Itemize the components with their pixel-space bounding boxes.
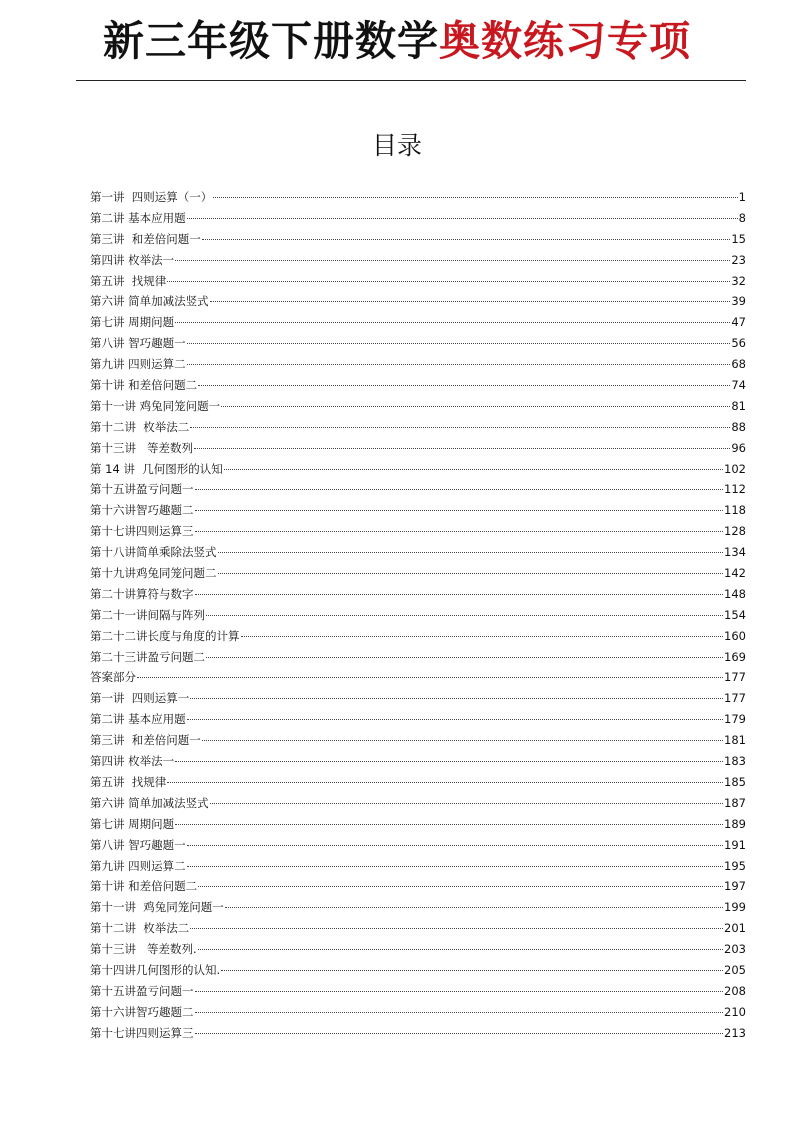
toc-entry[interactable] bbox=[90, 772, 746, 793]
toc-entry[interactable] bbox=[90, 250, 746, 271]
toc-entry-page: 96 bbox=[731, 440, 746, 455]
toc-entry-page: 39 bbox=[731, 294, 746, 309]
toc-entry[interactable] bbox=[90, 479, 746, 500]
toc-entry[interactable] bbox=[90, 939, 746, 960]
toc-entry-page: 8 bbox=[738, 210, 746, 225]
toc-dot-leader bbox=[194, 448, 730, 449]
toc-entry-label: 第六讲 简单加减法竖式 bbox=[90, 795, 209, 810]
toc-entry-page: 169 bbox=[724, 649, 746, 664]
toc-entry-label: 第十六讲智巧趣题二 bbox=[90, 503, 194, 518]
toc-entry-label: 答案部分 bbox=[90, 670, 136, 685]
toc-dot-leader bbox=[206, 615, 723, 616]
toc-entry[interactable] bbox=[90, 626, 746, 647]
toc-entry-page: 68 bbox=[731, 357, 746, 372]
toc-entry-page: 15 bbox=[731, 231, 746, 246]
toc-entry-label: 第十二讲 枚举法二 bbox=[90, 921, 190, 936]
toc-dot-leader bbox=[187, 719, 723, 720]
toc-entry[interactable] bbox=[90, 667, 746, 688]
toc-entry-page: 191 bbox=[724, 837, 746, 852]
toc-dot-leader bbox=[167, 782, 723, 783]
toc-entry-page: 88 bbox=[731, 419, 746, 434]
toc-entry-label: 第二讲 基本应用题 bbox=[90, 210, 186, 225]
toc-entry-label: 第十五讲盈亏问题一 bbox=[90, 482, 194, 497]
toc-entry[interactable] bbox=[90, 960, 746, 981]
toc-entry[interactable] bbox=[90, 751, 746, 772]
toc-entry-page: 102 bbox=[724, 461, 746, 476]
toc-entry-label: 第二十三讲盈亏问题二 bbox=[90, 649, 205, 664]
toc-entry-page: 181 bbox=[724, 733, 746, 748]
toc-entry-page: 47 bbox=[731, 315, 746, 330]
toc-entry-label: 第三讲 和差倍问题一 bbox=[90, 733, 201, 748]
toc-entry[interactable] bbox=[90, 688, 746, 709]
toc-dot-leader bbox=[175, 260, 730, 261]
toc-entry-page: 148 bbox=[724, 586, 746, 601]
toc-entry[interactable] bbox=[90, 459, 746, 480]
toc-entry-label: 第十三讲 等差数列. bbox=[90, 942, 197, 957]
toc-dot-leader bbox=[202, 239, 731, 240]
toc-dot-leader bbox=[221, 970, 723, 971]
toc-entry-label: 第十七讲四则运算三 bbox=[90, 524, 194, 539]
toc-entry[interactable] bbox=[90, 605, 746, 626]
toc-dot-leader bbox=[190, 928, 723, 929]
header-title-red: 奥数练习专项 bbox=[439, 17, 691, 65]
toc-entry-label: 第七讲 周期问题 bbox=[90, 315, 175, 330]
toc-dot-leader bbox=[187, 343, 731, 344]
toc-entry-label: 第六讲 简单加减法竖式 bbox=[90, 294, 209, 309]
toc-entry-label: 第二讲 基本应用题 bbox=[90, 712, 186, 727]
toc-entry-label: 第八讲 智巧趣题一 bbox=[90, 336, 186, 351]
toc-dot-leader bbox=[195, 1012, 724, 1013]
toc-entry-label: 第四讲 枚举法一 bbox=[90, 252, 175, 267]
toc-entry-page: 183 bbox=[724, 754, 746, 769]
toc-entry[interactable] bbox=[90, 354, 746, 375]
toc-entry-label: 第十四讲几何图形的认知. bbox=[90, 962, 221, 977]
toc-entry-page: 112 bbox=[724, 482, 746, 497]
toc-entry-page: 134 bbox=[724, 545, 746, 560]
toc-entry-label: 第四讲 枚举法一 bbox=[90, 754, 175, 769]
toc-dot-leader bbox=[195, 991, 724, 992]
toc-entry[interactable] bbox=[90, 438, 746, 459]
toc-dot-leader bbox=[224, 469, 723, 470]
toc-entry-label: 第八讲 智巧趣题一 bbox=[90, 837, 186, 852]
toc-entry[interactable] bbox=[90, 856, 746, 877]
toc-entry-page: 210 bbox=[724, 1004, 746, 1019]
toc-entry-page: 142 bbox=[724, 566, 746, 581]
toc-dot-leader bbox=[187, 866, 723, 867]
toc-entry-page: 179 bbox=[724, 712, 746, 727]
toc-entry-label: 第十五讲盈亏问题一 bbox=[90, 983, 194, 998]
toc-entry-page: 1 bbox=[738, 190, 746, 204]
toc-entry-label: 第一讲 四则运算（一） bbox=[90, 190, 213, 204]
toc-entry[interactable] bbox=[90, 981, 746, 1002]
toc-dot-leader bbox=[218, 552, 724, 553]
toc-entry[interactable] bbox=[90, 500, 746, 521]
toc-entry-label: 第十一讲 鸡兔同笼问题一 bbox=[90, 398, 221, 413]
toc-entry-label: 第十二讲 枚举法二 bbox=[90, 419, 190, 434]
toc-entry-page: 81 bbox=[731, 398, 746, 413]
toc-entry[interactable] bbox=[90, 897, 746, 918]
toc-dot-leader bbox=[175, 824, 723, 825]
toc-dot-leader bbox=[195, 531, 724, 532]
toc-entry[interactable] bbox=[90, 584, 746, 605]
toc-dot-leader bbox=[195, 1033, 724, 1034]
toc-entry[interactable] bbox=[90, 229, 746, 250]
toc-entry-label: 第十三讲 等差数列 bbox=[90, 440, 193, 455]
toc-entry-label: 第五讲 找规律 bbox=[90, 273, 167, 288]
toc-dot-leader bbox=[190, 427, 730, 428]
toc-entry-page: 118 bbox=[724, 503, 746, 518]
toc-dot-leader bbox=[213, 197, 737, 198]
toc-entry-page: 74 bbox=[731, 378, 746, 393]
toc-entry-label: 第十六讲智巧趣题二 bbox=[90, 1004, 194, 1019]
toc-entry-label: 第十九讲鸡兔同笼问题二 bbox=[90, 566, 217, 581]
toc-dot-leader bbox=[195, 594, 724, 595]
toc-dot-leader bbox=[190, 698, 723, 699]
toc-dot-leader bbox=[198, 385, 730, 386]
toc-entry-label: 第十讲 和差倍问题二 bbox=[90, 879, 198, 894]
toc-heading: 目录 bbox=[371, 131, 422, 160]
toc-entry[interactable] bbox=[90, 271, 746, 292]
toc-entry[interactable] bbox=[90, 1023, 746, 1044]
toc-entry-page: 199 bbox=[724, 900, 746, 915]
toc-entry-page: 154 bbox=[724, 607, 746, 622]
toc-dot-leader bbox=[198, 949, 723, 950]
toc-entry-page: 203 bbox=[724, 942, 746, 957]
toc-entry-page: 56 bbox=[731, 336, 746, 351]
header-title-black: 新三年级下册数学 bbox=[103, 17, 439, 65]
toc-entry[interactable] bbox=[90, 396, 746, 417]
document-header bbox=[0, 6, 794, 76]
toc-dot-leader bbox=[175, 322, 730, 323]
toc-entry[interactable] bbox=[90, 417, 746, 438]
table-of-contents bbox=[90, 187, 746, 1044]
toc-entry-page: 23 bbox=[731, 252, 746, 267]
toc-entry[interactable] bbox=[90, 333, 746, 354]
toc-entry-label: 第十一讲 鸡兔同笼问题一 bbox=[90, 900, 224, 915]
toc-entry-label: 第九讲 四则运算二 bbox=[90, 357, 186, 372]
toc-entry-page: 128 bbox=[724, 524, 746, 539]
toc-entry-label: 第 14 讲 几何图形的认知 bbox=[90, 461, 223, 476]
toc-entry[interactable] bbox=[90, 730, 746, 751]
toc-entry[interactable] bbox=[90, 647, 746, 668]
toc-entry-page: 185 bbox=[724, 774, 746, 789]
toc-entry-label: 第十七讲四则运算三 bbox=[90, 1025, 194, 1040]
toc-dot-leader bbox=[137, 677, 723, 678]
toc-entry-page: 160 bbox=[724, 628, 746, 643]
toc-dot-leader bbox=[221, 406, 730, 407]
toc-dot-leader bbox=[198, 886, 723, 887]
toc-entry-label: 第二十讲算符与数字 bbox=[90, 586, 194, 601]
toc-entry[interactable] bbox=[90, 187, 746, 208]
toc-entry[interactable] bbox=[90, 814, 746, 835]
toc-dot-leader bbox=[195, 489, 724, 490]
toc-entry-page: 177 bbox=[724, 670, 746, 685]
toc-entry-page: 197 bbox=[724, 879, 746, 894]
toc-entry-label: 第二十一讲间隔与阵列 bbox=[90, 607, 205, 622]
toc-entry-label: 第三讲 和差倍问题一 bbox=[90, 231, 201, 246]
toc-entry-label: 第九讲 四则运算二 bbox=[90, 858, 186, 873]
toc-entry-page: 177 bbox=[724, 691, 746, 706]
toc-entry[interactable] bbox=[90, 918, 746, 939]
toc-entry-label: 第二十二讲长度与角度的计算 bbox=[90, 628, 240, 643]
toc-entry-page: 32 bbox=[731, 273, 746, 288]
toc-dot-leader bbox=[210, 301, 731, 302]
toc-entry-label: 第十讲 和差倍问题二 bbox=[90, 378, 198, 393]
toc-dot-leader bbox=[210, 803, 723, 804]
toc-entry-label: 第五讲 找规律 bbox=[90, 774, 167, 789]
toc-entry[interactable] bbox=[90, 835, 746, 856]
toc-entry[interactable] bbox=[90, 563, 746, 584]
toc-dot-leader bbox=[241, 636, 724, 637]
toc-entry[interactable] bbox=[90, 542, 746, 563]
toc-entry[interactable] bbox=[90, 521, 746, 542]
toc-dot-leader bbox=[225, 907, 723, 908]
toc-entry-page: 205 bbox=[724, 962, 746, 977]
toc-dot-leader bbox=[202, 740, 723, 741]
toc-entry-page: 208 bbox=[724, 983, 746, 998]
toc-entry[interactable] bbox=[90, 208, 746, 229]
toc-entry-label: 第七讲 周期问题 bbox=[90, 816, 175, 831]
toc-entry[interactable] bbox=[90, 793, 746, 814]
toc-entry[interactable] bbox=[90, 1002, 746, 1023]
toc-entry-page: 187 bbox=[724, 795, 746, 810]
toc-dot-leader bbox=[218, 573, 724, 574]
toc-entry[interactable] bbox=[90, 375, 746, 396]
toc-dot-leader bbox=[175, 761, 723, 762]
toc-dot-leader bbox=[187, 218, 738, 219]
toc-entry-label: 第一讲 四则运算一 bbox=[90, 691, 190, 706]
toc-dot-leader bbox=[206, 657, 723, 658]
header-divider bbox=[76, 80, 746, 81]
toc-dot-leader bbox=[167, 281, 730, 282]
toc-dot-leader bbox=[187, 364, 731, 365]
toc-entry[interactable] bbox=[90, 312, 746, 333]
toc-dot-leader bbox=[187, 845, 723, 846]
toc-entry-page: 201 bbox=[724, 921, 746, 936]
toc-entry-label: 第十八讲简单乘除法竖式 bbox=[90, 545, 217, 560]
toc-entry-page: 213 bbox=[724, 1025, 746, 1040]
toc-entry-page: 195 bbox=[724, 858, 746, 873]
toc-entry[interactable] bbox=[90, 709, 746, 730]
toc-dot-leader bbox=[195, 510, 724, 511]
toc-entry[interactable] bbox=[90, 291, 746, 312]
toc-entry[interactable] bbox=[90, 876, 746, 897]
toc-entry-page: 189 bbox=[724, 816, 746, 831]
